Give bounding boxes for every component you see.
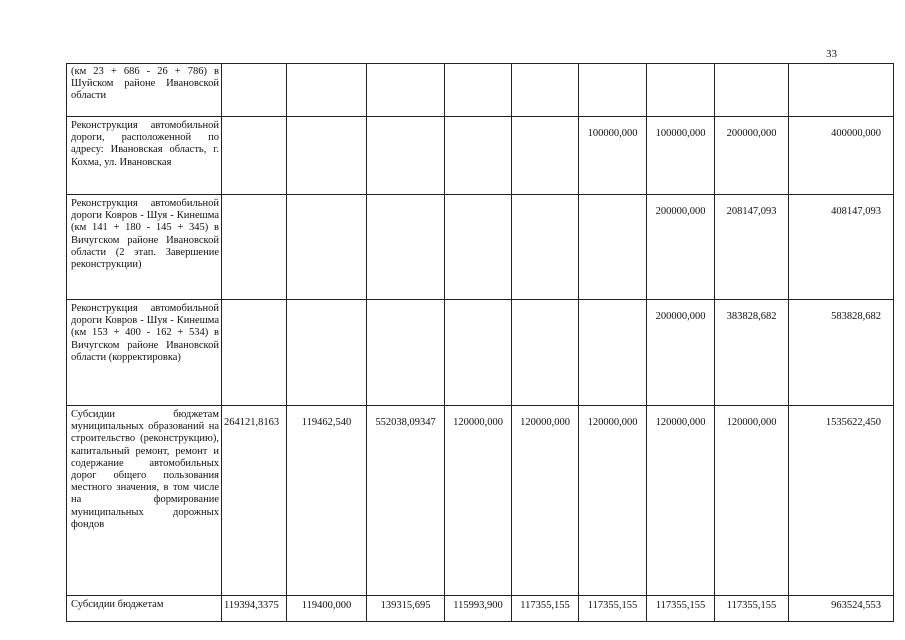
value-cell [222, 195, 287, 300]
value-cell: 200000,000 [715, 117, 789, 195]
value-cell [367, 300, 445, 406]
value-cell: 117355,155 [715, 596, 789, 622]
value-cell: 119462,540 [287, 406, 367, 596]
value-cell: 552038,09347 [367, 406, 445, 596]
table-row [67, 195, 894, 300]
value-cell: 119394,3375 [222, 596, 287, 622]
value-cell [222, 300, 287, 406]
table-row [67, 406, 894, 596]
total-cell: 583828,682 [789, 300, 894, 406]
value-cell: 120000,000 [579, 406, 647, 596]
value-cell [579, 195, 647, 300]
value-cell: 100000,000 [579, 117, 647, 195]
total-cell: 963524,553 [789, 596, 894, 622]
total-cell: 400000,000 [789, 117, 894, 195]
value-cell: 119400,000 [287, 596, 367, 622]
value-cell [512, 64, 579, 117]
total-cell: 408147,093 [789, 195, 894, 300]
value-cell [579, 64, 647, 117]
value-cell [222, 117, 287, 195]
row-name-cell: Реконструкция автомобильной дороги, расположенной по адресу: Ивановская область, г. Кохма, ул. Ивановская [67, 117, 222, 195]
value-cell [367, 195, 445, 300]
value-cell: 120000,000 [512, 406, 579, 596]
value-cell: 264121,8163 [222, 406, 287, 596]
value-cell [647, 64, 715, 117]
value-cell: 120000,000 [647, 406, 715, 596]
value-cell [512, 300, 579, 406]
value-cell [367, 64, 445, 117]
value-cell [367, 117, 445, 195]
value-cell: 120000,000 [445, 406, 512, 596]
value-cell [287, 117, 367, 195]
table-row [67, 64, 894, 117]
value-cell [287, 300, 367, 406]
row-name-cell: Субсидии бюджетам муниципальных образований на строительство (реконструкцию), капитальный ремонт, ремонт и содержание автомобильных дорог общего пользования местного значения, в том числе на формирование муниципальных дорожных фондов [67, 406, 222, 596]
value-cell [222, 64, 287, 117]
value-cell [445, 195, 512, 300]
table-row [67, 117, 894, 195]
value-cell: 117355,155 [579, 596, 647, 622]
value-cell: 115993,900 [445, 596, 512, 622]
value-cell: 117355,155 [512, 596, 579, 622]
table-row [67, 596, 894, 622]
total-cell: 1535622,450 [789, 406, 894, 596]
value-cell: 100000,000 [647, 117, 715, 195]
value-cell: 208147,093 [715, 195, 789, 300]
value-cell [445, 117, 512, 195]
row-name-cell: Реконструкция автомобильной дороги Ковров - Шуя - Кинешма (км 141 + 180 - 145 + 345) в Вичугском районе Ивановской области (2 этап. Завершение реконструкции) [67, 195, 222, 300]
total-cell [789, 64, 894, 117]
value-cell: 139315,695 [367, 596, 445, 622]
row-name-cell: Субсидии бюджетам [67, 596, 222, 622]
value-cell [287, 64, 367, 117]
value-cell: 383828,682 [715, 300, 789, 406]
page-number: 33 [826, 48, 837, 60]
value-cell: 117355,155 [647, 596, 715, 622]
budget-table [66, 63, 894, 622]
value-cell [445, 300, 512, 406]
row-name-cell: Реконструкция автомобильной дороги Ковров - Шуя - Кинешма (км 153 + 400 - 162 + 534) в Вичугском районе Ивановской области (корректировка) [67, 300, 222, 406]
value-cell [287, 195, 367, 300]
value-cell [512, 195, 579, 300]
value-cell: 200000,000 [647, 195, 715, 300]
table-row [67, 300, 894, 406]
row-name-cell: (км 23 + 686 - 26 + 786) в Шуйском районе Ивановской области [67, 64, 222, 117]
value-cell: 120000,000 [715, 406, 789, 596]
value-cell [512, 117, 579, 195]
value-cell [445, 64, 512, 117]
value-cell: 200000,000 [647, 300, 715, 406]
value-cell [715, 64, 789, 117]
value-cell [579, 300, 647, 406]
